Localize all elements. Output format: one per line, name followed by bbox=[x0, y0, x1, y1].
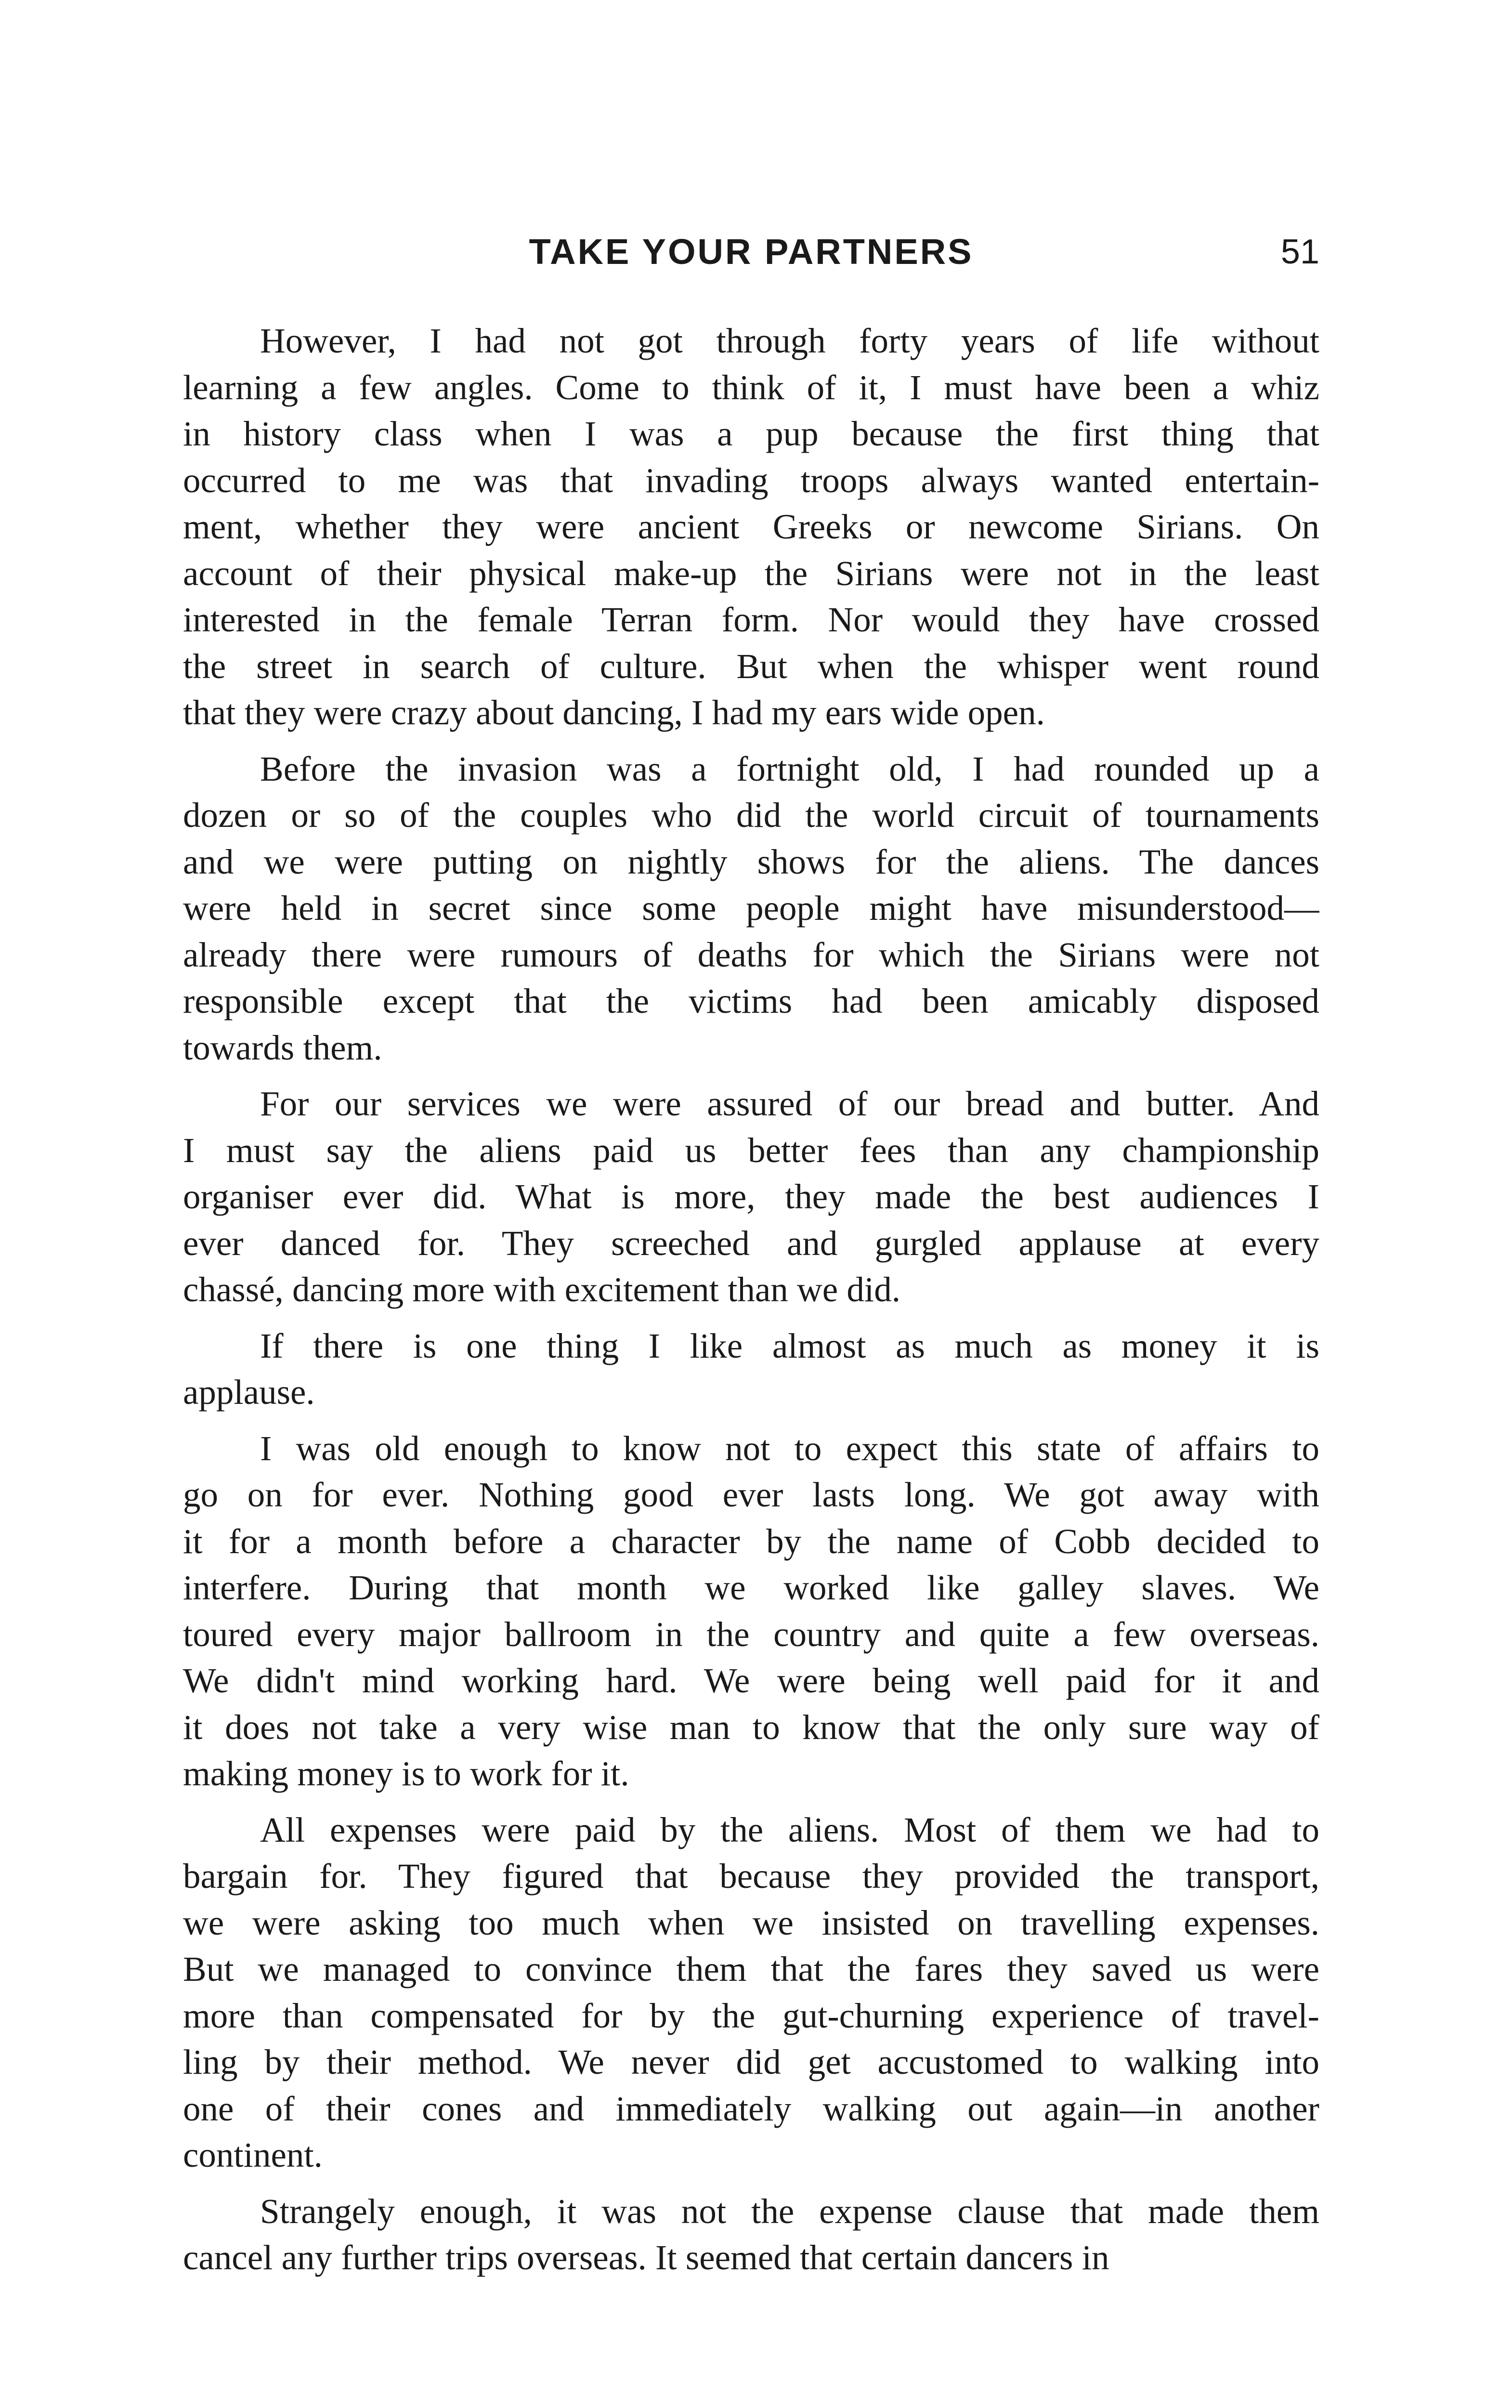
text-line: and we were putting on nightly shows for the aliens. The dances bbox=[183, 842, 1319, 881]
text-line: applause. bbox=[183, 1373, 315, 1412]
text-line: in history class when I was a pup because the first thing that bbox=[183, 414, 1319, 453]
text-line: chassé, dancing more with excitement than we did. bbox=[183, 1270, 900, 1309]
paragraph bbox=[183, 318, 1319, 736]
text-line: ever danced for. They screeched and gurgled applause at every bbox=[183, 1223, 1319, 1263]
paragraph bbox=[183, 1426, 1319, 1797]
text-line: interfere. During that month we worked like galley slaves. We bbox=[183, 1568, 1319, 1607]
text-line: that they were crazy about dancing, I had my ears wide open. bbox=[183, 693, 1045, 732]
text-line: bargain for. They figured that because they provided the transport, bbox=[183, 1857, 1319, 1896]
text-line: we were asking too much when we insisted on travelling expenses. bbox=[183, 1903, 1319, 1942]
running-title: TAKE YOUR PARTNERS bbox=[529, 232, 974, 272]
text-line: continent. bbox=[183, 2135, 323, 2174]
text-line: All expenses were paid by the aliens. Most of them we had to bbox=[260, 1810, 1319, 1849]
body-text bbox=[183, 318, 1319, 2291]
text-line: However, I had not got through forty years of life without bbox=[260, 321, 1319, 360]
text-line: ling by their method. We never did get accustomed to walking into bbox=[183, 2042, 1319, 2081]
text-line: responsible except that the victims had been amicably disposed bbox=[183, 982, 1319, 1021]
text-line: were held in secret since some people might have misunderstood— bbox=[183, 889, 1319, 928]
text-line: organiser ever did. What is more, they made the best audiences I bbox=[183, 1177, 1319, 1216]
text-line: I must say the aliens paid us better fees than any championship bbox=[183, 1130, 1319, 1170]
text-line: it for a month before a character by the name of Cobb decided to bbox=[183, 1521, 1319, 1561]
paragraph bbox=[183, 1081, 1319, 1313]
paragraph bbox=[183, 2188, 1319, 2281]
text-line: the street in search of culture. But when the whisper went round bbox=[183, 646, 1319, 686]
paragraph bbox=[183, 1323, 1319, 1416]
text-line: learning a few angles. Come to think of it, I must have been a whiz bbox=[183, 367, 1319, 407]
paragraph bbox=[183, 746, 1319, 1072]
text-line: one of their cones and immediately walking out again—in another bbox=[183, 2089, 1319, 2128]
text-line: interested in the female Terran form. Nor would they have crossed bbox=[183, 600, 1319, 639]
text-line: dozen or so of the couples who did the world circuit of tournaments bbox=[183, 796, 1319, 835]
text-line: toured every major ballroom in the country and quite a few overseas. bbox=[183, 1614, 1319, 1654]
text-line: already there were rumours of deaths for which the Sirians were not bbox=[183, 935, 1319, 974]
text-line: more than compensated for by the gut-churning experience of travel- bbox=[183, 1996, 1319, 2035]
text-line: it does not take a very wise man to know that the only sure way of bbox=[183, 1707, 1319, 1747]
text-line: But we managed to convince them that the fares they saved us were bbox=[183, 1950, 1319, 1989]
text-line: account of their physical make-up the Sirians were not in the least bbox=[183, 553, 1319, 593]
text-line: occurred to me was that invading troops always wanted entertain- bbox=[183, 460, 1319, 500]
text-line: cancel any further trips overseas. It seemed that certain dancers in bbox=[183, 2238, 1109, 2277]
text-line: ment, whether they were ancient Greeks or newcome Sirians. On bbox=[183, 507, 1319, 546]
text-line: If there is one thing I like almost as much as money it is bbox=[260, 1326, 1319, 1365]
text-line: I was old enough to know not to expect this state of affairs to bbox=[260, 1428, 1319, 1468]
text-line: For our services we were assured of our bread and butter. And bbox=[260, 1084, 1319, 1123]
text-line: making money is to work for it. bbox=[183, 1754, 629, 1793]
page-number: 51 bbox=[1280, 233, 1319, 271]
paragraph bbox=[183, 1807, 1319, 2179]
text-line: We didn't mind working hard. We were being well paid for it and bbox=[183, 1661, 1319, 1700]
text-line: Before the invasion was a fortnight old, I had rounded up a bbox=[260, 749, 1319, 788]
running-head bbox=[183, 230, 1319, 283]
text-line: Strangely enough, it was not the expense clause that made them bbox=[260, 2191, 1319, 2231]
text-line: towards them. bbox=[183, 1028, 382, 1067]
text-line: go on for ever. Nothing good ever lasts long. We got away with bbox=[183, 1475, 1319, 1514]
